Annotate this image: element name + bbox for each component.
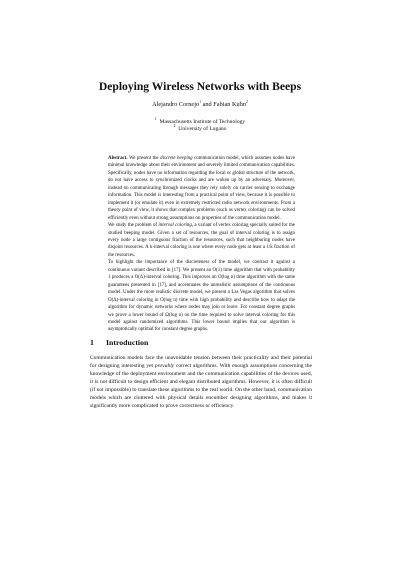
affiliation-mark: 2 [173,124,176,129]
section-number: 1 [90,338,94,347]
section-title: Introduction [106,338,149,347]
author-affiliation-mark: 1 [199,99,202,104]
body-text: correct algorithms. With enough assumptions concerning the knowledge of the deployment environment and the communication capabilities of the devices used, it is not difficult to design efficient and elegant distributed algorithms. However, it is often difficult (if not impossible) to translate these algorithms to the real world. On the other hand, communication models which are cluttered with physical details encumber designing algorithms, and makes it significantly more complicated to prove correctness or efficiency. [90,363,312,410]
author-name: Alejandro Cornejo [152,101,200,108]
section-body [90,354,312,410]
abstract-text: communication model, which assumes nodes have minimal knowledge about their environment and severely limited communication capabilities. Specifically, nodes have no information regarding the local or global structure of the network, do not have access to synchronized clocks and are woken up by an adversary. Moreover, instead on communicating through messages they rely solely on carrier sensing to exchange information. This model is interesting from a practical point of view, because it is possible to implement it (or emulate it) even in extremely restricted radio network environments. From a theory point of view, it shows that complex problems (such as vertex coloring) can be solved efficiently even without strong assumptions on properties of the communication model. [108,156,295,221]
affiliation-2 [0,126,400,132]
abstract-paragraph [108,222,295,259]
abstract-text: We study the problem of [108,223,159,229]
author-name: Fabian Kuhn [213,101,246,108]
abstract-emphasis: discrete beeping [160,156,193,161]
paper-title: Deploying Wireless Networks with Beeps [98,80,302,93]
abstract-emphasis: interval coloring [158,223,192,229]
author-affiliation-mark: 2 [246,99,248,104]
abstract-paragraph: To highlight the importance of the discreteness of the model, we contrast it against a continuous variant described in [17]. We present an O(1) time algorithm that with probability 1 produces a O(Δ)-interval coloring. This improves an O(log n) time algorithm with the same guarantees presented in [17], and accentuates the unrealistic assumptions of the continuous model. Under the more realistic discrete model, we present a Las Vegas algorithm that solves O(Δ)-interval coloring in O(log n) time with high probability and describe how to adapt the algorithm for dynamic networks where nodes may join or leave. For constant degree graphs we prove a lower bound of Ω(log n) on the time required to solve interval coloring for this model against randomized algorithms. This lower bound implies that our algorithm is asymptotically optimal for constant degree graphs. [108,260,295,333]
body-text: Communication models face the unavoidable tension between their practicality and their potential for designing interesting yet [90,355,312,370]
section-heading [90,338,148,347]
affiliation-mark: 1 [154,117,157,122]
abstract-paragraph [108,155,295,222]
body-emphasis: provably [154,363,175,370]
body-paragraph [90,354,312,410]
abstract-text: , a variant of vertex coloring specially suited for the studied beeping model. Given a set of resources, the goal of interval coloring is to assign every node a large contiguous fraction of the resources, such that neighboring nodes have disjoint resources. A k-interval coloring is one where every node gets at least a 1/k fraction of the resources. [108,223,295,258]
author-line [0,101,400,108]
affiliation-name: Massachusetts Institute of Technology [159,119,246,125]
abstract-label: Abstract. [108,156,128,161]
affiliation-1 [0,119,400,125]
affiliation-name: University of Lugano [178,126,227,132]
author-conjunction: and [201,101,214,108]
abstract-text: We present the [127,156,161,161]
abstract [108,155,295,334]
